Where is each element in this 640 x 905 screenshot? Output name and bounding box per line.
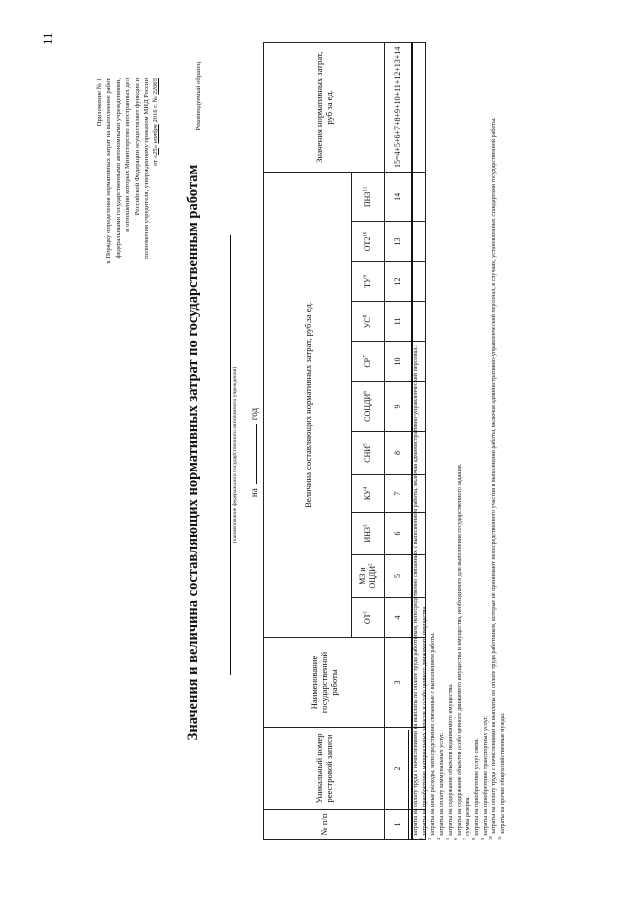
subheader-cell	[352, 262, 385, 302]
footnote-text: затраты на содержание объектов особо ценного движимого имущества и имущества, необходимого для выполнения государственного задания.	[456, 463, 463, 836]
footnote-text: затраты на иные расходы, непосредственно связанные с выполнением работы.	[430, 632, 437, 836]
approval-line: Российской Федерации осуществляет функции и	[133, 78, 141, 216]
number-cell: 9	[385, 382, 413, 432]
footnotes	[409, 110, 508, 840]
subheader-label: УС	[363, 317, 372, 329]
footnote	[499, 110, 508, 840]
footnote-text: затраты на оплату коммунальных услуг.	[439, 732, 446, 836]
subheader-sup: 1	[363, 610, 369, 614]
footnote	[418, 110, 433, 840]
subheader-label: СОЦДИ	[363, 393, 372, 422]
approval-line: в отношении которых Министерство иностранных дел	[124, 78, 132, 232]
subheader-label: МЗ и ОЦДИ	[358, 565, 377, 589]
cost-table	[263, 42, 426, 840]
subheader-cell	[352, 475, 385, 513]
footnote-text: суммы резерва.	[465, 796, 472, 836]
footnote	[438, 110, 447, 840]
number-cell: 15=4+5+6+7+8+9+10+11+12+13+14	[385, 42, 413, 172]
year-blank	[248, 424, 257, 484]
subheader-cell	[352, 302, 385, 342]
footnote-number: 9	[479, 838, 485, 840]
subheader-label: ОТ	[363, 613, 372, 625]
table-header-row	[264, 42, 352, 839]
approval-line: полномочия учредителя, утвержденному приказом МИД России	[143, 78, 151, 259]
footnote-number: 5	[444, 838, 450, 840]
approval-line: федеральными государственными автономными учреждениями,	[114, 78, 122, 259]
footnote-number: 1	[409, 838, 415, 840]
approval-line: к Порядку определения нормативных затрат на выполнение работ	[105, 78, 113, 264]
header-cell: Уникальный номер реестровой записи	[264, 728, 385, 810]
footnote	[479, 110, 494, 840]
subheader-cell	[352, 598, 385, 638]
table-row-numbers	[385, 42, 413, 839]
subheader-label: ПНЗ	[363, 191, 372, 208]
subheader-label: ОТ2	[363, 236, 372, 252]
page-title: Значения и величина составляющих нормативных затрат по государственным работам	[185, 164, 201, 741]
number-cell: 13	[385, 222, 413, 262]
number-cell: 7	[385, 475, 413, 513]
footnote-divider	[408, 730, 409, 840]
number-cell: 10	[385, 342, 413, 382]
year-prefix: на	[249, 488, 259, 498]
subheader-label: СР	[363, 357, 372, 368]
footnote	[453, 110, 468, 840]
date-prefix: от «	[152, 154, 160, 166]
header-cell: № п/п	[264, 810, 385, 840]
number-cell: 6	[385, 513, 413, 555]
subheader-sup: 5	[363, 443, 369, 446]
number-cell: 12	[385, 262, 413, 302]
number-cell: 3	[385, 638, 413, 728]
institution-caption: (наименование федерального государственного автономного учреждения)	[232, 366, 238, 544]
institution-name-field	[216, 235, 231, 675]
header-cell: Значения нормативных затрат, руб за ед.	[264, 42, 385, 172]
number-cell: 8	[385, 432, 413, 475]
date-mid: »	[152, 143, 160, 149]
footnote-text: затраты на прочие общехозяйственные нужды.	[500, 712, 507, 835]
page-number: 11	[40, 32, 55, 45]
header-cell-group: Величина составляющих нормативных затрат, руб.за ед.	[264, 172, 352, 637]
order-number: 22065	[152, 78, 160, 95]
subheader-sup: 6	[363, 391, 369, 394]
subheader-sup: 10	[363, 231, 369, 237]
subheader-sup: 8	[363, 314, 369, 318]
footnote	[490, 110, 499, 840]
footnote-number: 3	[427, 838, 433, 840]
subheader-cell	[352, 513, 385, 555]
footnote-number: 4	[436, 838, 442, 840]
date-month: ноября	[152, 124, 160, 144]
header-cell: Наименование государственной работы	[264, 638, 385, 728]
subheader-label: КУ	[363, 489, 372, 501]
footnote-text: затраты на оплату труда с начислениями на выплаты по оплате труда работников, непосредственно связанных с выполнением работы, включая административно-управленческий персонал.	[413, 346, 419, 836]
year-suffix: год	[249, 407, 259, 421]
subheader-cell	[352, 222, 385, 262]
approval-date-line	[151, 78, 160, 418]
footnote-text: затраты на приобретение транспортных услуг.	[482, 715, 489, 836]
subheader-sup: 4	[363, 486, 369, 490]
footnote-number: 11	[497, 836, 502, 840]
subheader-sup: 7	[363, 355, 369, 358]
footnote	[464, 110, 473, 840]
year-line	[248, 0, 259, 905]
footnote-number: 6	[453, 838, 459, 840]
footnote	[409, 110, 421, 840]
footnote	[429, 110, 438, 840]
subheader-sup: 9	[363, 274, 369, 278]
date-day: 25	[152, 148, 160, 155]
approval-line: Приложение № 1	[96, 78, 103, 127]
footnote-number: 10	[488, 836, 494, 840]
subheader-cell	[352, 382, 385, 432]
subheader-sup: 11	[363, 186, 369, 192]
number-cell: 11	[385, 302, 413, 342]
recommended-sample-label: Рекомендуемый образец	[195, 62, 202, 131]
footnote	[470, 110, 482, 840]
number-cell: 5	[385, 555, 413, 598]
subheader-label: ИНЗ	[363, 526, 372, 543]
subheader-cell	[352, 555, 385, 598]
footnote-text: затраты на приобретение материальных запасов и особо ценного движимого имущества.	[421, 605, 428, 836]
approval-block	[95, 78, 161, 418]
date-year: 2016 г. №	[152, 94, 160, 125]
subheader-sup: 3	[363, 524, 369, 527]
number-cell: 4	[385, 598, 413, 638]
footnote-text: затраты на приобретение услуг связи.	[473, 738, 480, 836]
subheader-label: ТУ	[363, 277, 372, 289]
footnote	[444, 110, 459, 840]
subheader-sup: 2	[368, 563, 374, 566]
footnote-text: затраты на содержание объектов недвижимого имущества.	[447, 683, 454, 836]
subheader-cell	[352, 172, 385, 221]
subheader-cell	[352, 342, 385, 382]
footnote-number: 7	[462, 838, 468, 840]
number-cell: 1	[385, 810, 413, 840]
subheader-label: СНИ	[363, 445, 372, 463]
footnote-number: 8	[470, 838, 476, 840]
subheader-cell	[352, 432, 385, 475]
number-cell: 2	[385, 728, 413, 810]
footnote-number: 2	[418, 838, 424, 840]
number-cell: 14	[385, 172, 413, 221]
footnote-text: затраты на оплату труда с начислениями на выплаты по оплате труда работников, которые не принимают непосредственного участия в выполнении работы, включая административно-управленческий персонал, в случаях, установленных стандартами государственной работы.	[491, 117, 498, 834]
